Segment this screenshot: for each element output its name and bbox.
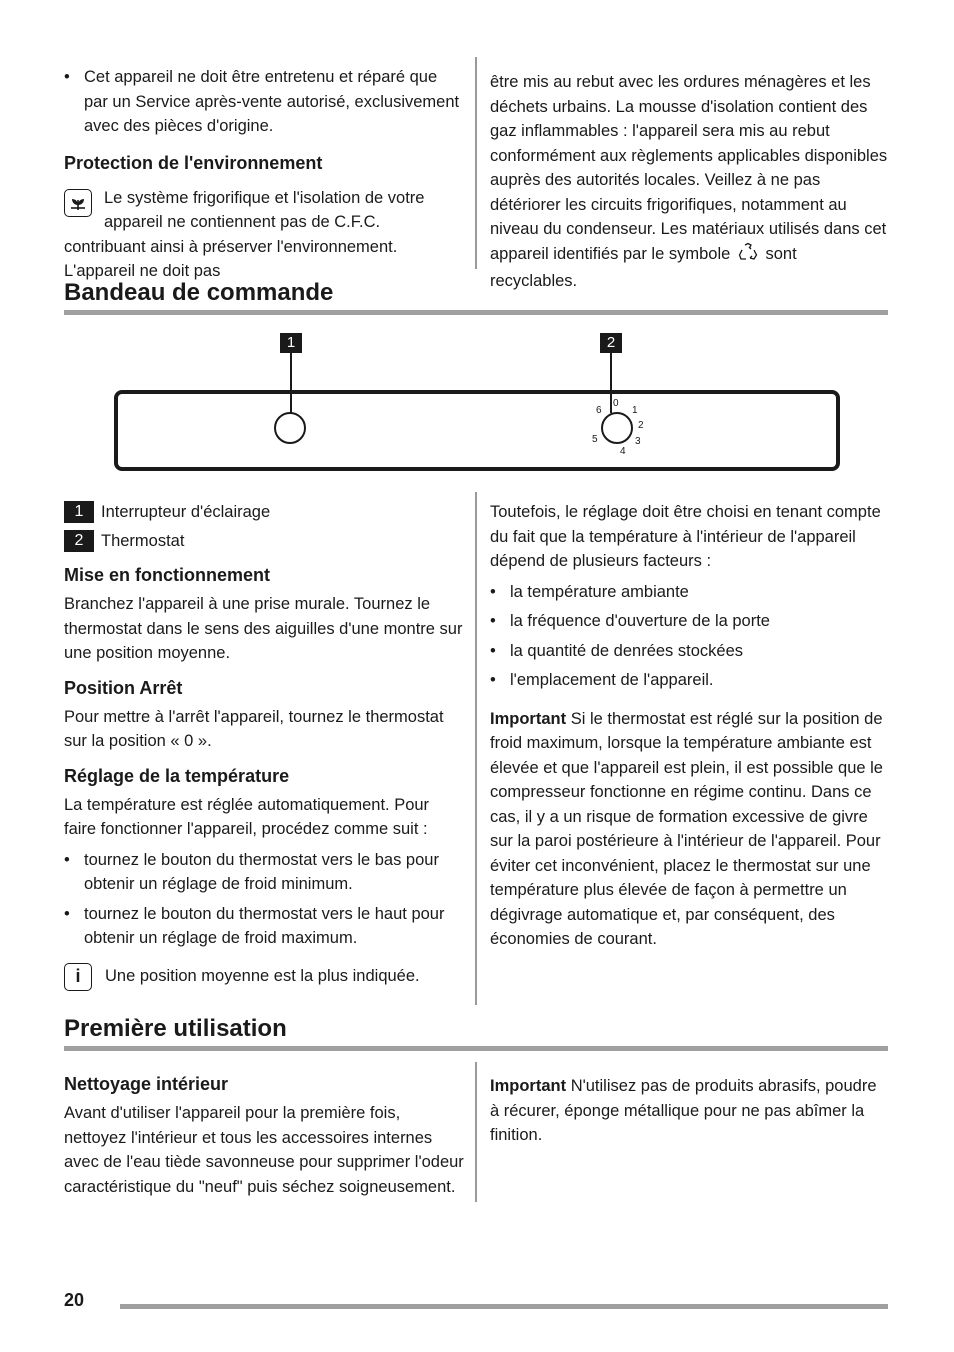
important-text: N'utilisez pas de produits abrasifs, poudre à récurer, éponge métallique pour ne pas abîmer la finition. <box>490 1077 877 1144</box>
control-right-column <box>490 500 890 952</box>
recycle-icon <box>737 242 759 270</box>
first-use-left-column <box>64 1072 464 1199</box>
cleaning-text: Avant d'utiliser l'appareil pour la première fois, nettoyez l'intérieur et tous les accessoires internes avec de l'eau tiède savonneuse pour supprimer l'odeur caractéristique du "neuf" puis séchez soigneusement. <box>64 1104 464 1196</box>
off-position-heading: Position Arrêt <box>64 677 183 698</box>
callout-1: 1 <box>280 333 302 353</box>
dial-number-4: 4 <box>620 446 626 457</box>
info-icon: i <box>64 963 92 991</box>
leaf-icon <box>64 189 92 217</box>
service-bullet-list <box>64 65 464 139</box>
legend-item-2 <box>64 529 464 553</box>
top-left-column <box>64 65 464 284</box>
dial-number-3: 3 <box>635 436 641 447</box>
first-use-right-column <box>490 1074 890 1148</box>
factor-item: • l'emplacement de l'appareil. <box>490 668 890 693</box>
section-title-control-panel: Bandeau de commande <box>64 278 888 315</box>
footer-rule <box>120 1304 888 1309</box>
startup-heading: Mise en fonctionnement <box>64 565 271 585</box>
legend-item-1 <box>64 500 464 524</box>
thermostat-knob <box>601 412 633 444</box>
environment-text: Le système frigorifique et l'isolation de votre appareil ne contiennent pas de C.F.C. contribuant ainsi à préserver l'environnement. L'appareil ne doit pas <box>64 188 425 280</box>
important-text: Si le thermostat est réglé sur la position de froid maximum, lorsque la température ambiante est élevée et que l'appareil est plein, il est possible que le compresseur fonctionne en régime continu. Dans ce cas, il y a un risque de formation excessive de givre sur la paroi postérieure à l'intérieur de l'appareil. Pour éviter cet inconvénient, placez le thermostat sur une température plus élevée de façon à permettre un dégivrage automatique et, par conséquent, des économies de courant. <box>490 709 883 948</box>
service-bullet: • Cet appareil ne doit être entretenu et réparé que par un Service après-vente autorisé, exclusivement avec des pièces d'origine. <box>64 65 464 139</box>
factor-item: • la température ambiante <box>490 580 890 605</box>
light-switch-knob <box>274 412 306 444</box>
factor-item: • la fréquence d'ouverture de la porte <box>490 609 890 634</box>
dial-number-1: 1 <box>632 405 638 416</box>
dial-number-2: 2 <box>638 420 644 431</box>
important-label: Important <box>490 1077 567 1095</box>
section-title-first-use: Première utilisation <box>64 1014 888 1051</box>
info-note <box>64 963 464 991</box>
legend-label-2: Thermostat <box>101 531 185 550</box>
page-number: 20 <box>64 1290 85 1310</box>
factors-intro: Toutefois, le réglage doit être choisi en tenant compte du fait que la température à l'intérieur de l'appareil dépend de plusieurs facteurs : <box>490 503 881 570</box>
dial-number-0: 0 <box>613 398 619 409</box>
temperature-text: La température est réglée automatiquement. Pour faire fonctionner l'appareil, procédez comme suit : <box>64 795 430 838</box>
legend-number-1: 1 <box>64 501 94 523</box>
important-note-cleaning <box>490 1074 890 1148</box>
disposal-text-end: sont recyclables. <box>490 244 797 290</box>
temperature-bullet-2: • tournez le bouton du thermostat vers le haut pour obtenir un réglage de froid maximum. <box>64 902 464 951</box>
callout-2: 2 <box>600 333 622 353</box>
temperature-heading: Réglage de la température <box>64 765 290 786</box>
legend-number-2: 2 <box>64 530 94 552</box>
legend-label-1: Interrupteur d'éclairage <box>101 502 271 521</box>
environment-block <box>64 186 464 284</box>
temperature-bullet-list <box>64 848 464 951</box>
control-left-column <box>64 500 464 991</box>
environment-heading: Protection de l'environnement <box>64 152 323 173</box>
factors-list <box>490 580 890 693</box>
dial-number-6: 6 <box>596 405 602 416</box>
disposal-text <box>490 70 888 294</box>
disposal-text-main: être mis au rebut avec les ordures ménagères et les déchets urbains. La mousse d'isolation contient des gaz inflammables : l'appareil sera mis au rebut conformément aux règlements applicables disponibles auprès des autorités locales. Veillez à ne pas détériorer les circuits frigorifiques, notamment au niveau du condenseur. Les matériaux utilisés dans cet appareil identifiés par le symbole <box>490 73 888 263</box>
dial-number-5: 5 <box>592 434 598 445</box>
temperature-bullet-1: • tournez le bouton du thermostat vers le bas pour obtenir un réglage de froid minimum. <box>64 848 464 897</box>
off-position-text: Pour mettre à l'arrêt l'appareil, tournez le thermostat sur la position « 0 ». <box>64 707 444 750</box>
column-divider-top <box>475 57 477 269</box>
top-right-column <box>490 70 888 294</box>
factor-item: • la quantité de denrées stockées <box>490 639 890 664</box>
startup-text: Branchez l'appareil à une prise murale. Tournez le thermostat dans le sens des aiguilles d'une montre sur une position moyenne. <box>64 595 463 662</box>
important-label: Important <box>490 709 567 728</box>
column-divider-bottom <box>475 1062 477 1202</box>
cleaning-heading: Nettoyage intérieur <box>64 1074 229 1094</box>
info-note-text: Une position moyenne est la plus indiquée. <box>105 967 420 986</box>
important-note-thermostat <box>490 707 890 952</box>
control-panel-outline <box>114 390 840 471</box>
column-divider-middle <box>475 492 477 1005</box>
